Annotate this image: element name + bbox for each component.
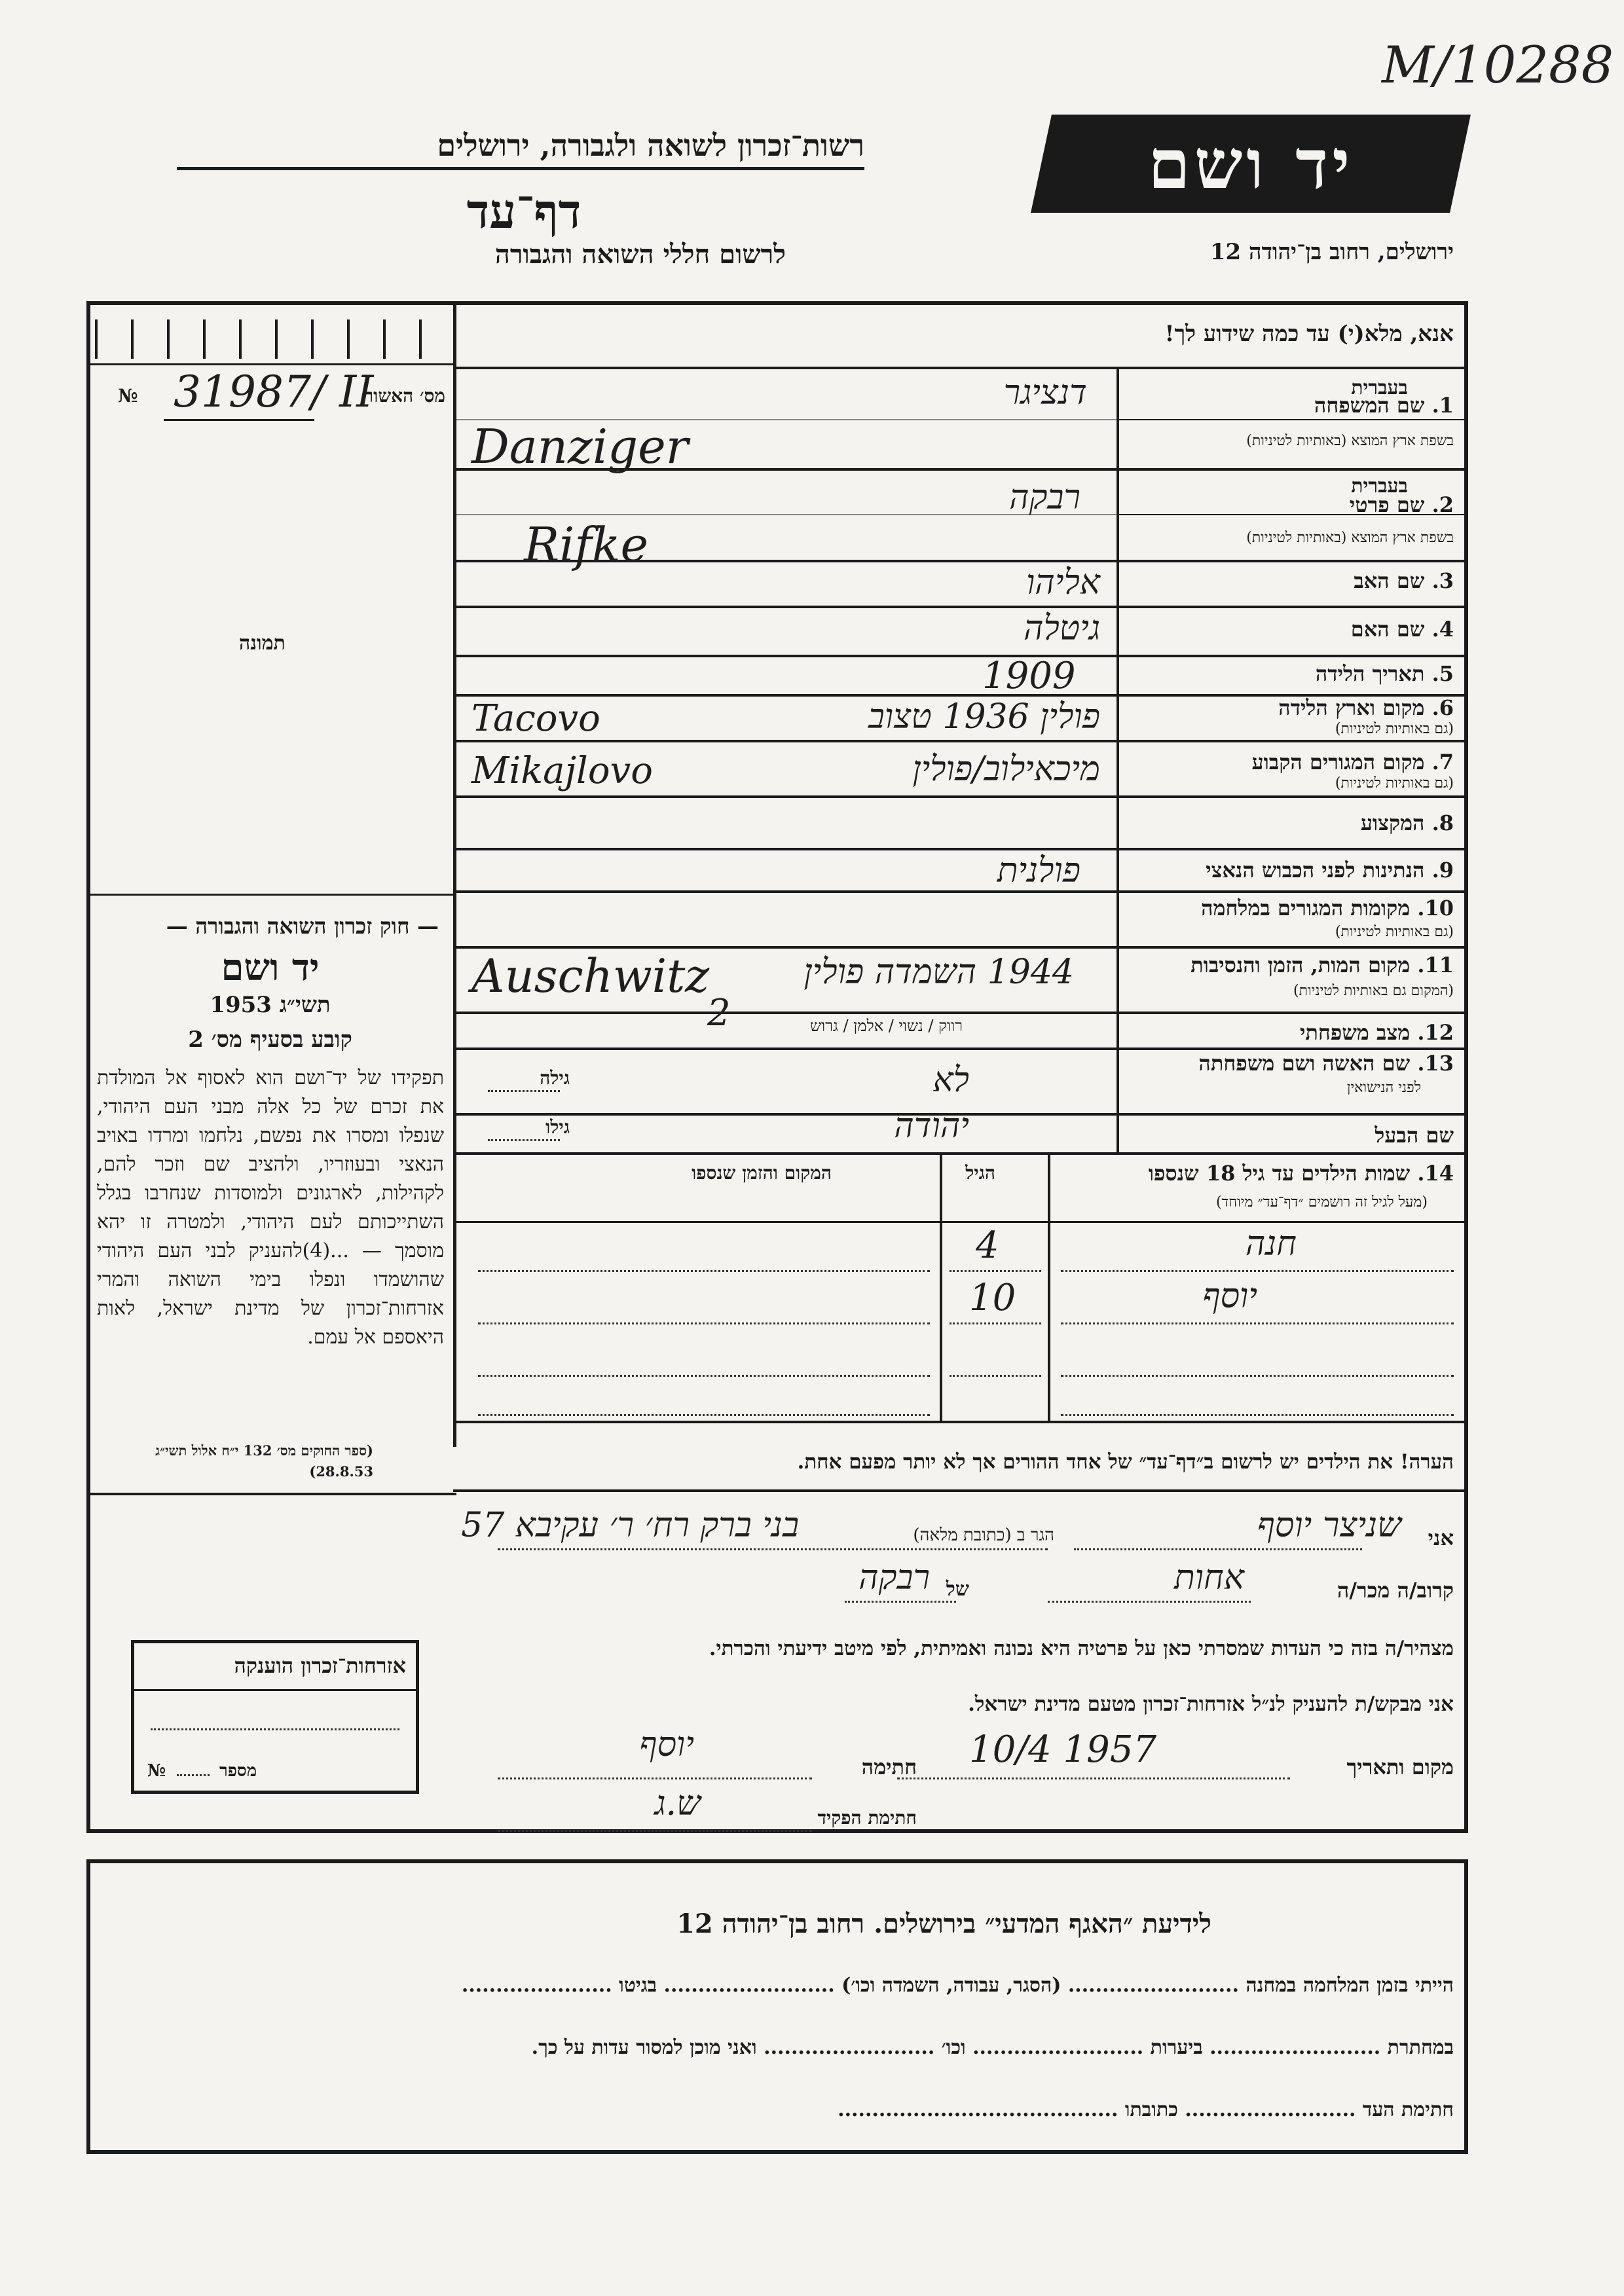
field-11-value-latin[interactable]: Auschwitz (471, 949, 710, 1003)
law-clause: קובע בסעיף מס׳ 2 (188, 1027, 352, 1053)
field-2-value-hebrew[interactable]: רבקה (1009, 478, 1080, 517)
approval-prefix: № (118, 385, 138, 407)
declarant-address[interactable]: בני ברק רח׳ ר׳ עקיבא 57 (461, 1506, 799, 1545)
field-1-sub-latin: בשפת ארץ המוצא (באותיות לטיניות) (1246, 433, 1454, 449)
field-9-label: 9. הנתינות לפני הכבוש הנאצי (1206, 858, 1454, 883)
field-2-sub-latin: בשפת ארץ המוצא (באותיות לטיניות) (1246, 530, 1454, 546)
of-label: של (946, 1578, 969, 1601)
relative-label: קרוב/ה מכר/ה (1337, 1578, 1454, 1603)
law-text: תפקידו של יד־ושם הוא לאסוף אל המולדת את זכרם של כל אלה מבני העם היהודי, שנפלו ומסרו את נפשם, נלחמו ומרדו באויב הנאצי ובעוזריו, ולהציב שם וזכר להם, לקהילות, לארגונים ולמוסדות שנחרבו בגלל השתייכותם לעם היהודי, ולמטרה זו יהא מוסמך — ...(4)להעניק לבני העם היהודי שהושמדו ונפלו בימי השואה והמרי אזרחות־זכרון של מדינת ישראל, לאות היאספם אל עמם. (97, 1066, 445, 1349)
declarant-name[interactable]: שניצר יוסף (1257, 1506, 1401, 1545)
children-age-header: הגיל (965, 1162, 995, 1184)
child-2-name[interactable]: יוסף (1202, 1277, 1257, 1316)
declaration-text: מצהיר/ה בזה כי העדות שמסרתי כאן על פרטיה היא נכונה ואמיתית, לפי מיטב ידיעתי והכרתי. (709, 1637, 1454, 1660)
field-13-value[interactable]: לא (932, 1061, 969, 1100)
field-11-sub: (המקום גם באותיות לטיניות) (1293, 983, 1454, 999)
approval-number[interactable]: 31987/ II (174, 367, 374, 417)
law-gazette: (ספר החוקים מס׳ 132 י״ח אלול תשי״ג 28.8.53) (155, 1442, 373, 1480)
signature-value[interactable]: יוסף (639, 1725, 694, 1764)
yad-vashem-logo (1031, 115, 1471, 213)
instruction: אנא, מלא(י) עד כמה שידוע לך! (1164, 321, 1454, 347)
of-value[interactable]: רבקה (858, 1558, 930, 1597)
husband-label: שם הבעל (1375, 1123, 1454, 1148)
header-address: ירושלים, רחוב בן־יהודה 12 (1209, 239, 1454, 265)
field-10-sub: (גם באותיות לטיניות) (1335, 924, 1454, 940)
citizenship-title: אזרחות־זכרון הוענקה (234, 1653, 406, 1678)
form-title: דף־עד (466, 183, 581, 239)
law-year: תשי״ג 1953 (210, 992, 331, 1018)
field-2-sub-heb: בעברית (1351, 475, 1408, 498)
place-date-label: מקום ותאריך (1346, 1755, 1454, 1779)
law-title: — חוק זכרון השואה והגבורה — (166, 913, 439, 939)
field-11-value-hebrew[interactable]: 1944 השמדה פולין (803, 953, 1074, 992)
field-1-value-hebrew[interactable]: דנציגר (1003, 373, 1087, 412)
approval-label: מס׳ האשור (364, 385, 445, 407)
children-label: 14. שמות הילדים עד גיל 18 שנספו (1148, 1161, 1454, 1186)
field-2-value-latin[interactable]: Rifke (524, 517, 649, 572)
field-12-value[interactable]: 2 (707, 992, 731, 1034)
child-1-name[interactable]: חנה (1245, 1224, 1297, 1264)
signature-label: חתימה (861, 1755, 917, 1779)
footer-line-1: הייתי בזמן המלחמה במחנה ......................... (הסגר, עבודה, השמדה וכו׳) ......................... בגיטו ...................... (461, 1974, 1454, 1997)
relation-value[interactable]: אחות (1174, 1558, 1244, 1597)
child-1-age[interactable]: 4 (976, 1224, 999, 1267)
field-3-label: 3. שם האב (1354, 568, 1454, 593)
field-8-label: 8. המקצוע (1360, 811, 1454, 835)
field-4-value[interactable]: גיטלה (1024, 609, 1100, 648)
field-6-value-hebrew[interactable]: פולין 1936 טצוב (868, 697, 1100, 737)
request-text: אני מבקש/ת להעניק לנ״ל אזרחות־זכרון מטעם מדינת ישראל. (968, 1692, 1454, 1716)
approval-ticks (95, 319, 449, 359)
children-note: הערה! את הילדים יש לרשום ב״דף־עד״ של אחד ההורים אך לא יותר מפעם אחת. (797, 1450, 1454, 1474)
field-11-label: 11. מקום המות, הזמן והנסיבות (1190, 953, 1454, 977)
field-12-label: 12. מצב משפחתי (1300, 1020, 1454, 1045)
field-13-label: 13. שם האשה ושם משפחתה (1198, 1051, 1454, 1076)
field-10-label: 10. מקומות המגורים במלחמה (1201, 896, 1454, 920)
field-6-value-latin[interactable]: Tacovo (471, 697, 600, 740)
photo-label: תמונה (239, 632, 286, 655)
field-12-options: רווק / נשוי / אלמן / גרוש (810, 1017, 963, 1035)
footer-line-2: במחתרת ......................... ביערות ......................... וכו׳ ......................... ואני מוכן למסור עדות על כך. (531, 2036, 1454, 2059)
field-1-label: 1. שם המשפחה (1314, 393, 1454, 418)
field-7-value-latin[interactable]: Mikajlovo (471, 750, 653, 792)
archive-reference: M/10288 (1382, 36, 1614, 95)
field-7-label: 7. מקום המגורים הקבוע (1251, 750, 1454, 774)
field-5-value[interactable]: 1909 (982, 655, 1076, 697)
logo-text: יד ושם (1147, 123, 1354, 204)
field-4-label: 4. שם האם (1350, 617, 1454, 642)
field-9-value[interactable]: פולנית (997, 851, 1080, 890)
field-13-sub: לפני הנישואין (1346, 1080, 1421, 1096)
children-sub: (מעל לגיל זה רושמים ״דף־עד״ מיוחד) (1215, 1194, 1428, 1211)
child-2-age[interactable]: 10 (969, 1277, 1016, 1319)
citizenship-number-label: מספר (219, 1761, 257, 1781)
officer-label: חתימת הפקיד (817, 1807, 917, 1829)
husband-value[interactable]: יהודה (894, 1106, 969, 1146)
field-7-value-hebrew[interactable]: מיכאילוב/פולין (912, 750, 1100, 789)
field-1-value-latin[interactable]: Danziger (471, 419, 689, 474)
footer-heading: לידיעת ״האגף המדעי״ בירושלים. רחוב בן־יהודה 12 (676, 1908, 1211, 1939)
field-6-label: 6. מקום וארץ הלידה (1278, 695, 1454, 720)
field-2-label: 2. שם פרטי (1349, 492, 1454, 517)
field-6-sub: (גם באותיות לטיניות) (1335, 721, 1454, 737)
authority-title: רשות־זכרון לשואה ולגבורה, ירושלים (177, 128, 864, 170)
declarant-ani-label: אני (1428, 1525, 1454, 1550)
footer-line-3: חתימת העד ......................... כתובתו ......................................... (838, 2098, 1454, 2121)
citizenship-number-prefix: № (147, 1761, 166, 1781)
husband-age-label: גילו (545, 1116, 570, 1138)
declarant-address-label: הגר ב (כתובת מלאה) (913, 1525, 1054, 1545)
field-5-label: 5. תאריך הלידה (1315, 661, 1454, 686)
law-name: יד ושם (221, 946, 320, 989)
wife-age-label: גילה (540, 1067, 570, 1089)
field-3-value[interactable]: אליהו (1026, 563, 1100, 602)
children-place-header: המקום והזמן שנספו (692, 1162, 832, 1184)
field-1-sub-heb: בעברית (1351, 376, 1408, 399)
form-subtitle: לרשום חללי השואה והגבורה (494, 239, 786, 270)
field-7-sub: (גם באותיות לטיניות) (1335, 775, 1454, 792)
officer-signature[interactable]: ש.ג (654, 1784, 701, 1823)
place-date-value[interactable]: 10/4 1957 (969, 1728, 1157, 1771)
